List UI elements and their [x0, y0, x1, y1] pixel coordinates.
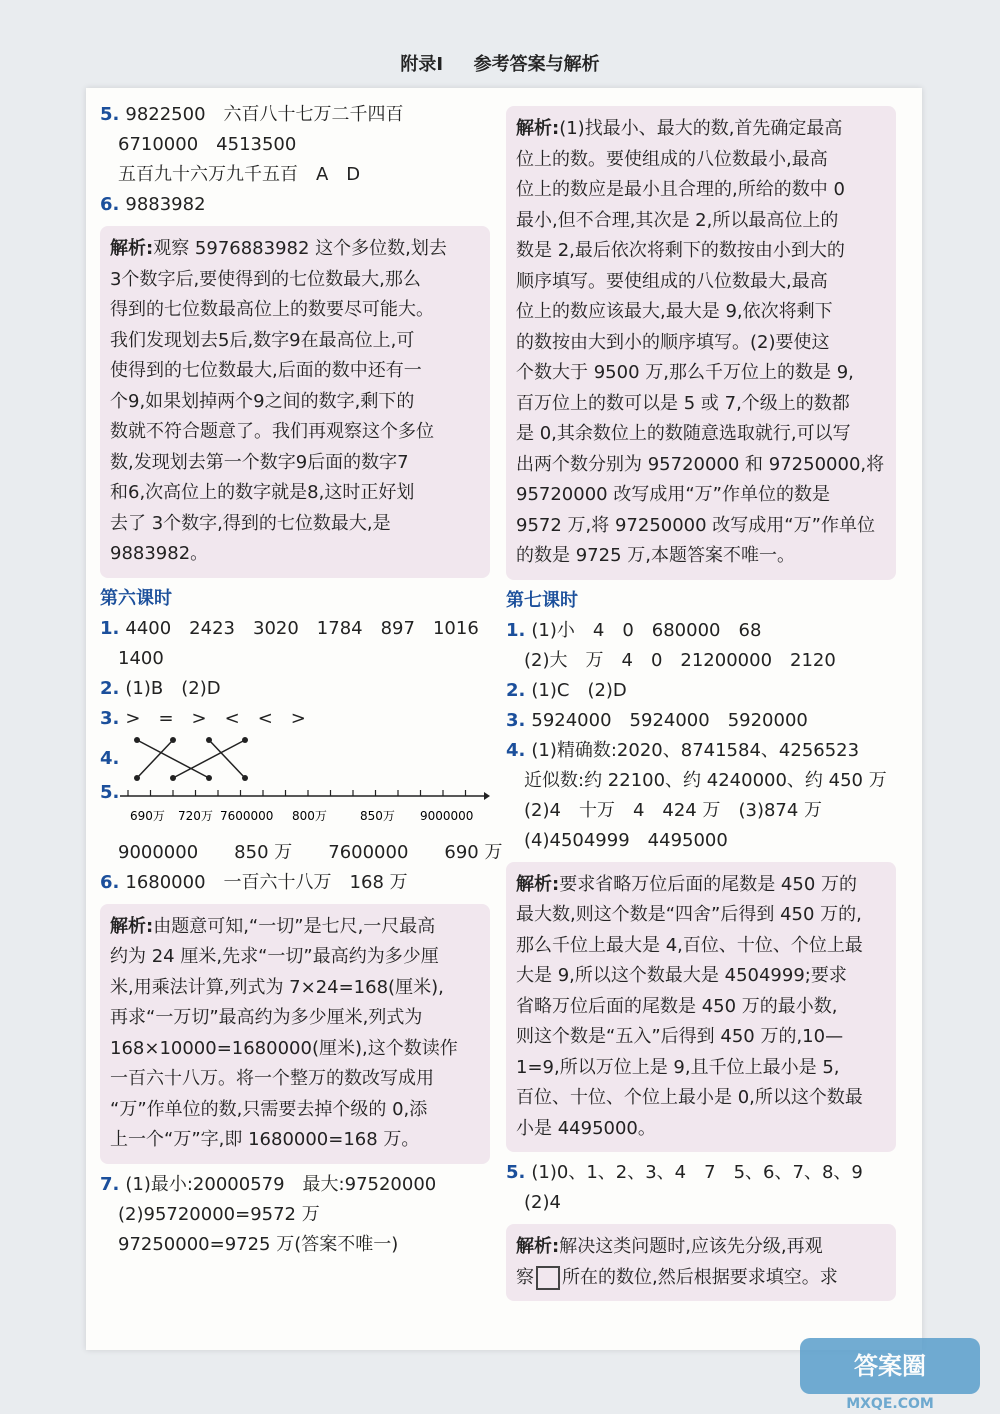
analysis-line: 9572 万,将 97250000 改写成用“万”作单位	[516, 514, 875, 536]
s6-question-1: 1. 4400 2423 3020 1784 897 1016	[100, 617, 479, 639]
analysis-line: 米,用乘法计算,列式为 7×24=168(厘米),	[110, 976, 444, 998]
analysis-line: 顺序填写。要使组成的八位数最大,最高	[516, 270, 828, 292]
header-title: 参考答案与解析	[473, 54, 600, 75]
s7-question-4-line2: 近似数:约 22100、约 4240000、约 450 万	[524, 769, 887, 791]
s6-question-1-line2: 1400	[118, 647, 164, 669]
analysis-line: 3个数字后,要使得到的七位数最大,那么	[110, 268, 421, 290]
analysis-line: 个9,如果划掉两个9之间的数字,剩下的	[110, 390, 415, 412]
tick-label: 690万	[130, 808, 165, 823]
s6-question-5-answer: 9000000 850 万 7600000 690 万	[118, 841, 503, 863]
analysis-label: 解析:	[516, 1236, 560, 1257]
s6-question-2: 2. (1)B (2)D	[100, 677, 221, 699]
analysis-line: 省略万位后面的尾数是 450 万的最小数,	[516, 995, 838, 1017]
s6-question-6: 6. 1680000 一百六十八万 168 万	[100, 871, 408, 893]
analysis-line: 9883982。	[110, 543, 209, 564]
analysis-line: 和6,次高位上的数字就是8,这时正好划	[110, 482, 415, 503]
tick-label: 850万	[360, 808, 395, 823]
s7-question-4-line3: (2)4 十万 4 424 万 (3)874 万	[524, 799, 823, 821]
analysis-box-5: 解析:解决这类问题时,应该先分级,再观 察 所在的数位,然后根据要求填空。求	[506, 1224, 896, 1301]
analysis-box-4: 解析:要求省略万位后面的尾数是 450 万的 最大数,则这个数是“四舍”后得到 450 万的, 那么千位上最大是 4,百位、十位、个位上最 大是 9,所以这个数最大是 4504999;要求 省略万位后面的尾数是 450 万的最小数, 则这个数是“五入”后得到 450 万的,10— 1=9,所以万位上是 9,且千位上最小是 5, 百位、十位、个位上最小是 0,所以这个数最 小是 4495000。	[506, 862, 896, 1153]
analysis-line: 数就不符合题意了。我们再观察这个多位	[110, 421, 434, 442]
question-5-line2: 6710000 4513500	[118, 134, 297, 155]
analysis-line: 约为 24 厘米,先求“一切”最高约为多少厘	[110, 946, 439, 967]
analysis-line: 去了 3个数字,得到的七位数最大,是	[110, 512, 391, 534]
analysis-label: 解析:	[516, 873, 560, 895]
analysis-box-1: 解析:观察 5976883982 这个多位数,划去 3个数字后,要使得到的七位数最大,那么 得到的七位数最高位上的数要尽可能大。 我们发现划去5后,数字9在最高位上,可 使得到的七位数最大,后面的数中还有一 个9,如果划掉两个9之间的数字,剩下的 数就不符合题意了。我们再观察这个多位 数,发现划去第一个数字9后面的数字7 和6,次高位上的数字就是8,这时正好划 去了 3个数字,得到的七位数最大,是 9883982。	[100, 226, 490, 578]
analysis-line: 使得到的七位数最大,后面的数中还有一	[110, 360, 422, 381]
analysis-line: 再求“一万切”最高约为多少厘米,列式为	[110, 1007, 423, 1028]
tick-label: 9000000	[420, 808, 474, 823]
analysis-line: 我们发现划去5后,数字9在最高位上,可	[110, 329, 415, 351]
section-title-6: 第六课时	[100, 587, 172, 609]
analysis-line: 数,发现划去第一个数字9后面的数字7	[110, 451, 409, 473]
analysis-line: 一百六十八万。将一个整万的数改写成用	[110, 1068, 434, 1089]
analysis-line: 位上的数应是最小且合理的,所给的数中 0	[516, 179, 845, 200]
analysis-line: 最大数,则这个数是“四舍”后得到 450 万的,	[516, 904, 862, 925]
watermark-logo: 答案圈	[800, 1338, 980, 1394]
s7-question-1: 1. (1)小 4 0 680000 68	[506, 619, 762, 641]
analysis-label: 解析:	[516, 118, 560, 139]
analysis-line: 个数大于 9500 万,那么千万位上的数是 9,	[516, 362, 854, 383]
s6-question-7: 7. (1)最小:20000579 最大:97520000	[100, 1173, 437, 1195]
left-column	[100, 100, 503, 1260]
s6-question-5: 5. 690万 720万 7600000 800万 850万 9000000	[100, 778, 490, 838]
analysis-line: 的数是 9725 万,本题答案不唯一。	[516, 545, 795, 566]
analysis-line: 是 0,其余数位上的数随意选取就行,可以写	[516, 423, 851, 444]
s7-question-5-line2: (2)4	[524, 1192, 561, 1213]
analysis-line: 位上的数。要使组成的八位数最小,最高	[516, 148, 828, 170]
analysis-box-2: 解析:由题意可知,“一切”是七尺,一尺最高 约为 24 厘米,先求“一切”最高约为多少厘 米,用乘法计算,列式为 7×24=168(厘米), 再求“一万切”最高约为多少厘米,列式为 168×10000=1680000(厘米),这个数读作 一百六十八万。将一个整万的数改写成用 “万”作单位的数,只需要去掉个级的 0,添 上一个“万”字,即 1680000=168 万。	[100, 904, 490, 1164]
question-6: 6. 9883982	[100, 194, 206, 215]
analysis-line: 168×10000=1680000(厘米),这个数读作	[110, 1037, 458, 1059]
analysis-line: 百位、十位、个位上最小是 0,所以这个数最	[516, 1087, 863, 1108]
s7-question-3: 3. 5924000 5924000 5920000	[506, 709, 808, 731]
section-title-7: 第七课时	[506, 589, 578, 611]
question-5-line3: 五百九十六万九千五百 A D	[118, 164, 361, 185]
analysis-line: 那么千位上最大是 4,百位、十位、个位上最	[516, 934, 863, 956]
analysis-label: 解析:	[110, 238, 154, 259]
s6-question-3: 3. > = > < < >	[100, 707, 306, 729]
analysis-line: “万”作单位的数,只需要去掉个级的 0,添	[110, 1098, 428, 1120]
analysis-line: 得到的七位数最高位上的数要尽可能大。	[110, 299, 434, 320]
analysis-line: 最小,但不合理,其次是 2,所以最高位上的	[516, 209, 839, 231]
appendix-label: 附录Ⅰ	[400, 54, 444, 75]
s6-question-4: 4.	[100, 734, 490, 778]
watermark-url: MXQE.COM	[846, 1396, 934, 1412]
analysis-line: 数是 2,最后依次将剩下的数按由小到大的	[516, 240, 845, 261]
analysis-box-3: 解析:(1)找最小、最大的数,首先确定最高 位上的数。要使组成的八位数最小,最高 位上的数应是最小且合理的,所给的数中 0 最小,但不合理,其次是 2,所以最高位上的 数是 2,最后依次将剩下的数按由小到大的 顺序填写。要使组成的八位数最大,最高 位上的数应该最大,最大是 9,依次将剩下 的数按由大到小的顺序填写。(2)要使这 个数大于 9500 万,那么千万位上的数是 9, 百万位上的数可以是 5 或 7,个级上的数都 是 0,其余数位上的数随意选取就行,可以写 出两个数分别为 95720000 和 97250000,将 95720000 改写成用“万”作单位的数是 9572 万,将 97250000 改写成用“万”作单位 的数是 9725 万,本题答案不唯一。	[506, 106, 896, 580]
s7-question-4: 4. (1)精确数:2020、8741584、4256523	[506, 739, 860, 761]
analysis-line: 1=9,所以万位上是 9,且千位上最小是 5,	[516, 1056, 840, 1078]
analysis-line: 百万位上的数可以是 5 或 7,个级上的数都	[516, 392, 850, 414]
s6-question-7-line2: (2)95720000=9572 万	[118, 1203, 320, 1225]
s7-question-2: 2. (1)C (2)D	[506, 679, 627, 701]
s7-question-4-line4: (4)4504999 4495000	[524, 829, 728, 851]
analysis-line: 上一个“万”字,即 1680000=168 万。	[110, 1129, 420, 1150]
analysis-line: 位上的数应该最大,最大是 9,依次将剩下	[516, 301, 833, 322]
tick-label: 7600000	[220, 808, 274, 823]
question-5: 5. 9822500 六百八十七万二千四百	[100, 104, 404, 125]
analysis-line: 的数按由大到小的顺序填写。(2)要使这	[516, 331, 830, 353]
tick-label: 720万	[178, 808, 213, 823]
blank-box-icon	[536, 1266, 560, 1290]
s7-question-1-line2: (2)大 万 4 0 21200000 2120	[524, 649, 836, 671]
s6-question-7-line3: 97250000=9725 万(答案不唯一)	[118, 1233, 399, 1255]
analysis-line: 则这个数是“五入”后得到 450 万的,10—	[516, 1026, 844, 1047]
analysis-line: 小是 4495000。	[516, 1117, 656, 1139]
tick-label: 800万	[292, 808, 327, 823]
analysis-line: 大是 9,所以这个数最大是 4504999;要求	[516, 965, 847, 986]
analysis-line: 95720000 改写成用“万”作单位的数是	[516, 484, 830, 505]
page-header	[0, 50, 1000, 76]
s7-question-5: 5. (1)0、1、2、3、4 7 5、6、7、8、9	[506, 1162, 863, 1183]
analysis-label: 解析:	[110, 915, 154, 937]
analysis-line: 出两个数分别为 95720000 和 97250000,将	[516, 453, 885, 475]
right-column	[506, 100, 896, 1307]
matching-lines-figure	[131, 734, 251, 784]
number-line-figure	[120, 780, 490, 834]
